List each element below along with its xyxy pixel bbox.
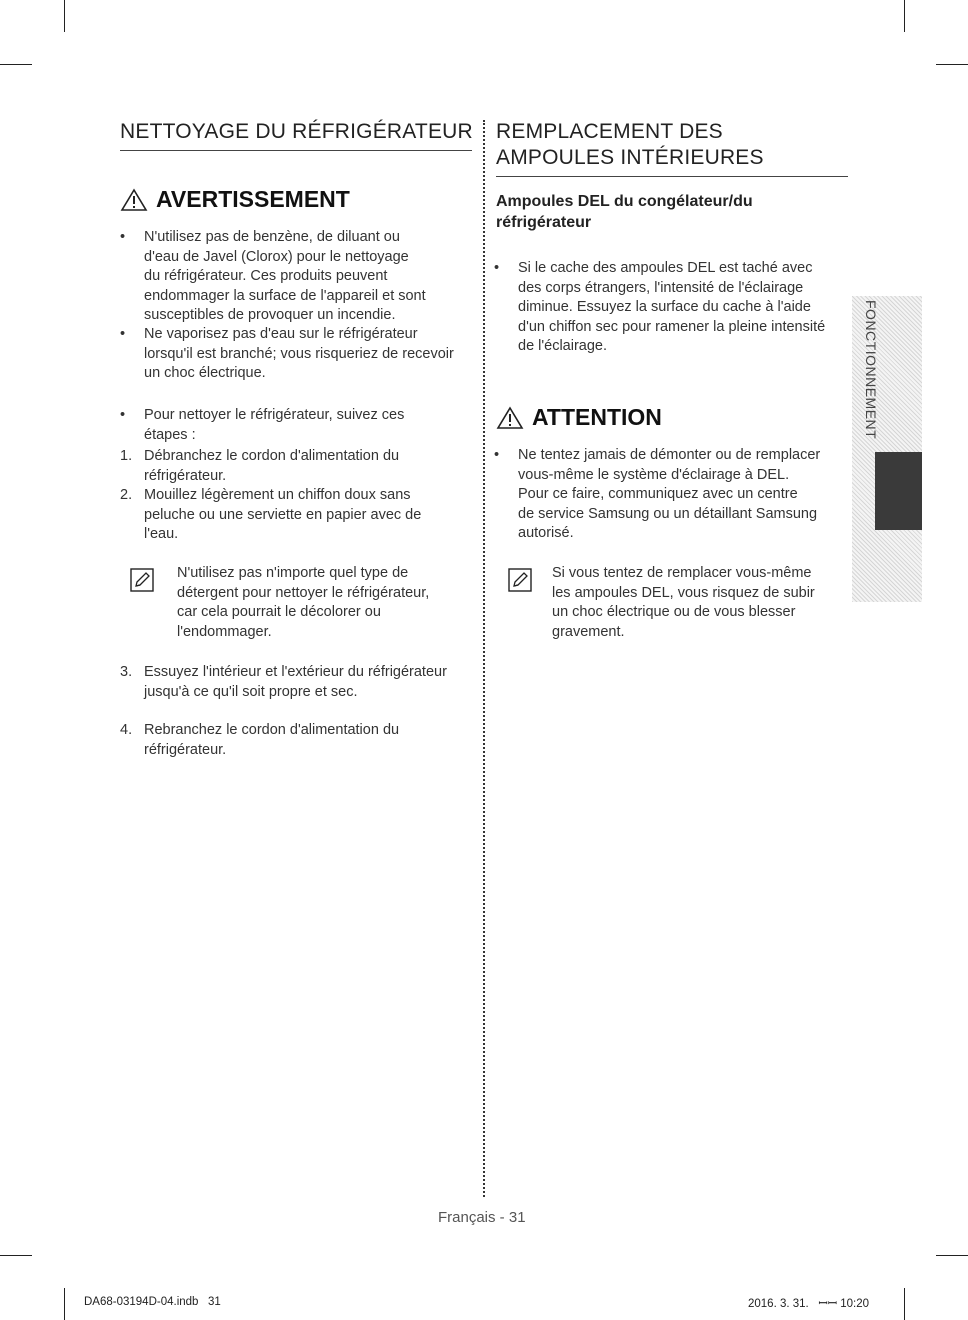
note-pencil-icon: [130, 568, 154, 592]
step-text: Mouillez légèrement un chiffon doux sans peluche ou une serviette en papier avec de l'eau.: [144, 487, 422, 542]
step-item: [120, 721, 480, 761]
file-name: DA68-03194D-04.indb 31: [84, 1296, 221, 1308]
crop-mark: [904, 0, 905, 32]
bullet-mark: •: [120, 407, 126, 423]
section-title-rule: [120, 150, 472, 151]
chapter-tab-label: FONCTIONNEMENT: [863, 300, 879, 440]
step-number: 3.: [120, 664, 133, 680]
step-number: 4.: [120, 722, 133, 738]
list-item-text: Pour nettoyer le réfrigérateur, suivez ces étapes :: [144, 407, 405, 443]
list-item-text: Ne tentez jamais de démonter ou de remplacer vous-même le système d'éclairage à DEL. Pour ce faire, communiquez avec un centre de service Samsung ou un détaillant Samsung autorisé.: [518, 447, 821, 541]
section-title-rule: [496, 176, 848, 177]
attention-heading: [496, 404, 662, 431]
section-title-bulbs: REMPLACEMENT DES AMPOULES INTÉRIEURES: [496, 120, 764, 169]
list-item-text: N'utilisez pas de benzène, de diluant ou d'eau de Javel (Clorox) pour le nettoyage du réfrigérateur. Ces produits peuvent endommager la surface de l'appareil et sont susceptibles de provoquer un incendie.: [144, 229, 426, 323]
note-pencil-icon: [508, 568, 532, 592]
crop-mark: [904, 1288, 905, 1320]
crop-mark: [936, 1255, 968, 1256]
chapter-tab-marker: [875, 452, 922, 530]
bullet-mark: •: [120, 229, 126, 245]
crop-mark: [64, 1288, 65, 1320]
warning-triangle-icon: [120, 188, 148, 212]
step-number: 1.: [120, 448, 133, 464]
warning-triangle-icon: [496, 406, 524, 430]
step-text: Débranchez le cordon d'alimentation du réfrigérateur.: [144, 448, 400, 484]
column-divider: [483, 120, 485, 1197]
attention-heading-label: ATTENTION: [532, 404, 662, 430]
step-item: [120, 447, 480, 487]
list-item: [120, 406, 480, 446]
bullet-mark: •: [494, 260, 500, 276]
crop-mark: [64, 0, 65, 32]
warning-heading: [120, 186, 350, 213]
step-text: Rebranchez le cordon d'alimentation du réfrigérateur.: [144, 722, 400, 758]
crop-mark: [0, 1255, 32, 1256]
step-text: Essuyez l'intérieur et l'extérieur du réfrigérateur jusqu'à ce qu'il soit propre et sec.: [144, 664, 447, 700]
list-item-text: Ne vaporisez pas d'eau sur le réfrigérateur lorsqu'il est branché; vous risqueriez de recevoir un choc électrique.: [144, 326, 454, 381]
section-title-cleaning: NETTOYAGE DU RÉFRIGÉRATEUR: [120, 120, 473, 143]
step-item: [120, 663, 480, 703]
bullet-mark: •: [120, 326, 126, 342]
list-item: [120, 325, 480, 385]
list-item-text: Si le cache des ampoules DEL est taché avec des corps étrangers, l'intensité de l'éclairage diminue. Essuyez la surface du cache à l'aide d'un chiffon sec pour ramener la pleine intensité de l'éclairage.: [518, 260, 826, 354]
subsection-title: Ampoules DEL du congélateur/du réfrigérateur: [496, 193, 753, 231]
list-item: [494, 259, 850, 359]
page-number: Français - 31: [438, 1209, 526, 1226]
note-text: N'utilisez pas n'importe quel type de détergent pour nettoyer le réfrigérateur, car cela pourrait le décolorer ou l'endommager.: [177, 565, 430, 640]
step-item: [120, 486, 480, 546]
crop-mark: [0, 64, 32, 65]
step-number: 2.: [120, 487, 133, 503]
print-timestamp: 2016. 3. 31. ꟷꟷ 10:20: [748, 1298, 870, 1310]
list-item: [120, 228, 480, 328]
bullet-mark: •: [494, 447, 500, 463]
warning-heading-label: AVERTISSEMENT: [156, 186, 350, 212]
list-item: [494, 446, 850, 546]
crop-mark: [936, 64, 968, 65]
note-text: Si vous tentez de remplacer vous-même les ampoules DEL, vous risquez de subir un choc électrique ou de vous blesser gravement.: [552, 565, 815, 640]
